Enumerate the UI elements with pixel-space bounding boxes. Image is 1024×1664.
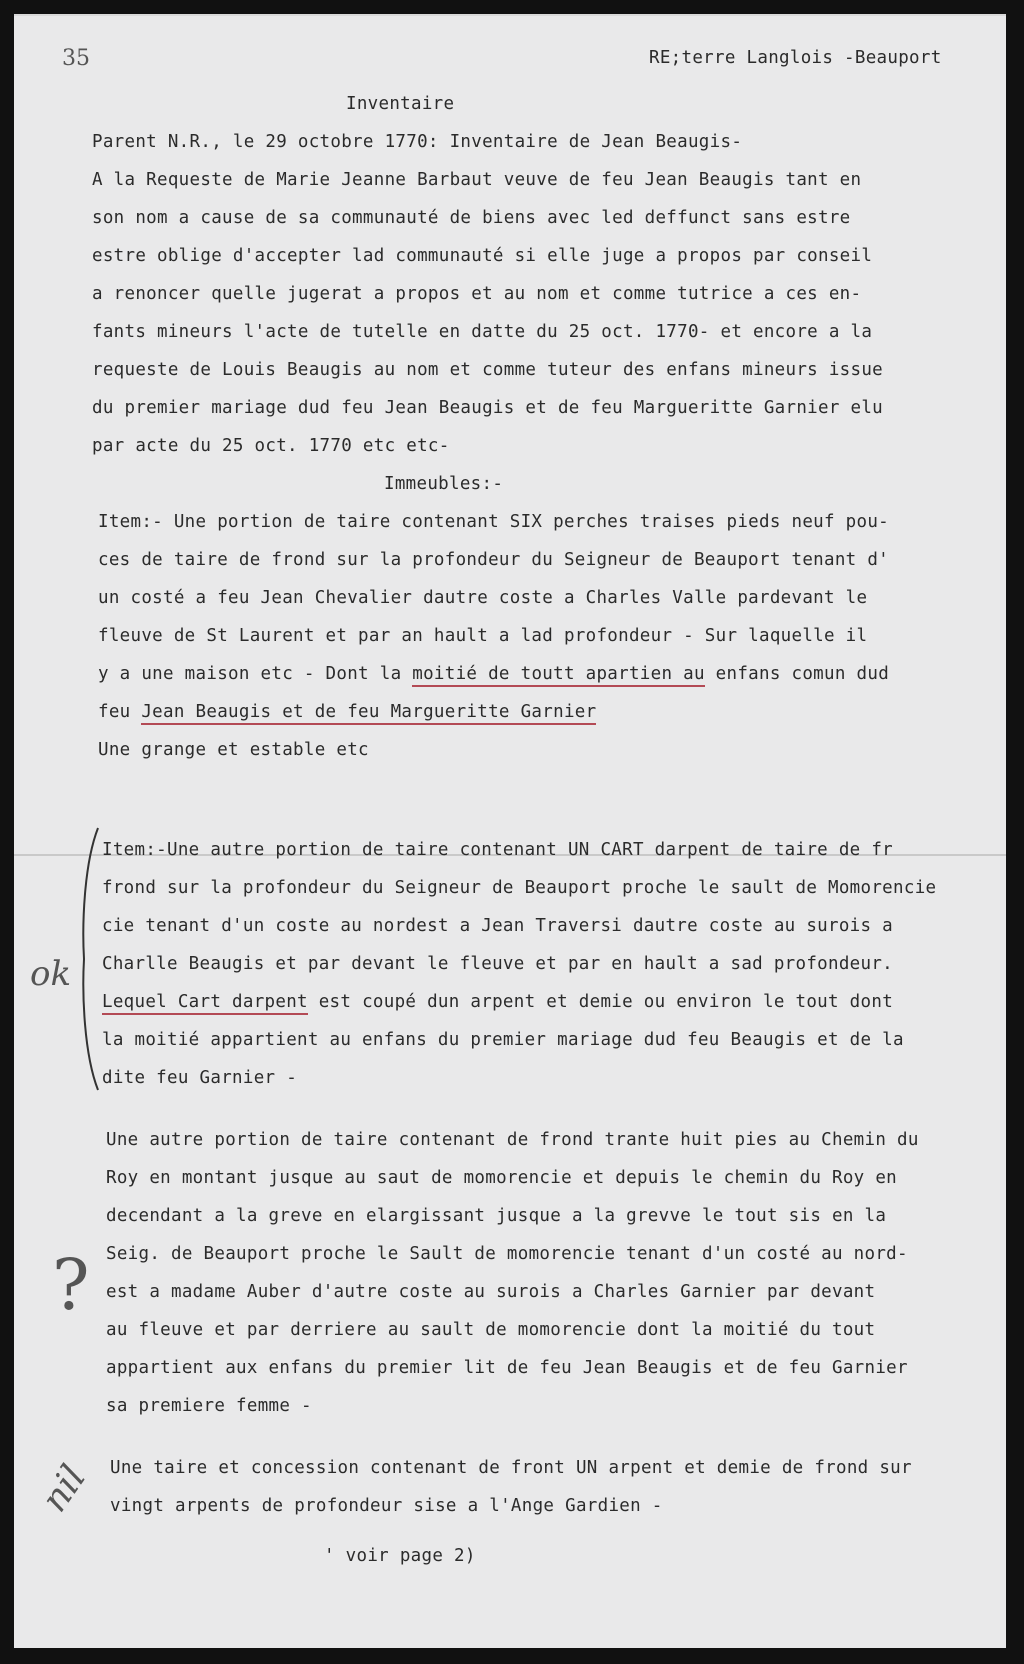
- item3-line: sa premiere femme -: [106, 1396, 312, 1416]
- header-reference: RE;terre Langlois -Beauport: [649, 48, 942, 68]
- item2-line: frond sur la profondeur du Seigneur de Beauport proche le sault de Momorencie: [102, 878, 937, 898]
- item3-line: Roy en montant jusque au saut de momorencie et depuis le chemin du Roy en: [106, 1168, 898, 1188]
- item3-line: Seig. de Beauport proche le Sault de momorencie tenant d'un costé au nord-: [106, 1244, 908, 1264]
- faint-archive-stamp: [779, 1478, 969, 1548]
- document-page: [14, 14, 1006, 1648]
- text-line: son nom a cause de sa communauté de biens avec led deffunct sans estre: [92, 208, 851, 228]
- text-line: par acte du 25 oct. 1770 etc etc-: [92, 436, 450, 456]
- text-line: requeste de Louis Beaugis au nom et comme tuteur des enfans mineurs issue: [92, 360, 884, 380]
- item1-line5-post: enfans comun dud: [704, 664, 890, 684]
- margin-note-nil: nil: [34, 1458, 95, 1520]
- underlined-phrase: Jean Beaugis et de feu Margueritte Garnier: [141, 702, 596, 725]
- item2-line: Item:-Une autre portion de taire contenant UN CART darpent de taire de fr: [102, 840, 894, 860]
- item2-line: dite feu Garnier -: [102, 1068, 298, 1088]
- item3-line: au fleuve et par derriere au sault de momorencie dont la moitié du tout: [106, 1320, 876, 1340]
- item2-line5-post: est coupé dun arpent et demie ou environ le tout dont: [307, 992, 894, 1012]
- text-line: estre oblige d'accepter lad communauté si elle juge a propos par conseil: [92, 246, 873, 266]
- document-title: Inventaire: [346, 94, 455, 114]
- text-line: du premier mariage dud feu Jean Beaugis et de feu Margueritte Garnier elu: [92, 398, 884, 418]
- item1-line: Item:- Une portion de taire contenant SIX perches traises pieds neuf pou-: [98, 512, 890, 532]
- item1-line: [98, 702, 596, 722]
- text-line: A la Requeste de Marie Jeanne Barbaut veuve de feu Jean Beaugis tant en: [92, 170, 862, 190]
- item1-line: un costé a feu Jean Chevalier dautre coste a Charles Valle pardevant le: [98, 588, 868, 608]
- item1-line: [98, 664, 889, 684]
- item3-line: Une autre portion de taire contenant de frond trante huit pies au Chemin du: [106, 1130, 919, 1150]
- item3-line: decendant a la greve en elargissant jusque a la grevve le tout sis en la: [106, 1206, 887, 1226]
- underlined-phrase: Lequel Cart darpent: [102, 992, 308, 1015]
- item1-line: ces de taire de frond sur la profondeur du Seigneur de Beauport tenant d': [98, 550, 890, 570]
- item2-line: Charlle Beaugis et par devant le fleuve et par en hault a sad profondeur.: [102, 954, 894, 974]
- item3-line: est a madame Auber d'autre coste au surois a Charles Garnier par devant: [106, 1282, 876, 1302]
- item4-line: Une taire et concession contenant de front UN arpent et demie de frond sur: [110, 1458, 912, 1478]
- margin-note-ok: ok: [30, 954, 72, 994]
- item1-line6-pre: feu: [98, 702, 142, 722]
- item2-line: cie tenant d'un coste au nordest a Jean Traversi dautre coste au surois a: [102, 916, 894, 936]
- text-line: Parent N.R., le 29 octobre 1770: Inventaire de Jean Beaugis-: [92, 132, 743, 152]
- text-line: fants mineurs l'acte de tutelle en datte du 25 oct. 1770- et encore a la: [92, 322, 873, 342]
- item3-line: appartient aux enfans du premier lit de feu Jean Beaugis et de feu Garnier: [106, 1358, 908, 1378]
- item1-line5-pre: y a une maison etc - Dont la: [98, 664, 413, 684]
- item1-line: Une grange et estable etc: [98, 740, 369, 760]
- underlined-phrase: moitié de toutt apartien au: [412, 664, 705, 687]
- item4-line: vingt arpents de profondeur sise a l'Ange Gardien -: [110, 1496, 663, 1516]
- item2-line: [102, 992, 893, 1012]
- footer-note: ' voir page 2): [324, 1546, 476, 1566]
- item1-line: fleuve de St Laurent et par an hault a lad profondeur - Sur laquelle il: [98, 626, 868, 646]
- section-heading: Immeubles:-: [384, 474, 504, 494]
- item2-line: la moitié appartient au enfans du premier mariage dud feu Beaugis et de la: [102, 1030, 904, 1050]
- margin-note-question: ?: [52, 1244, 90, 1326]
- text-line: a renoncer quelle jugerat a propos et au nom et comme tutrice a ces en-: [92, 284, 862, 304]
- page-number: 35: [62, 46, 90, 71]
